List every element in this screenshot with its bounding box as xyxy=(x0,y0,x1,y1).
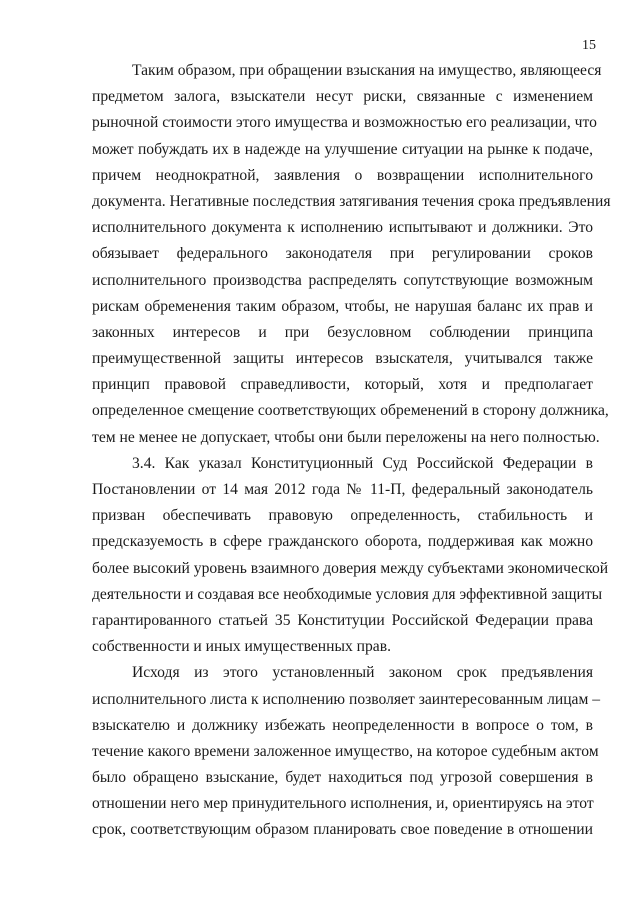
text-line: принцип правовой справедливости, который, хотя и предполагает xyxy=(92,376,593,394)
text-line: Исходя из этого установленный законом срок предъявления xyxy=(132,664,593,682)
text-line: предметом залога, взыскатели несут риски, связанные с изменением xyxy=(92,88,593,106)
text-line: рискам обременения таким образом, чтобы, не нарушая баланс их прав и xyxy=(92,297,593,315)
text-line: рыночной стоимости этого имущества и возможностью его реализации, что xyxy=(92,114,597,132)
text-line: отношении него мер принудительного исполнения, и, ориентируясь на этот xyxy=(92,795,594,813)
page-number: 15 xyxy=(582,38,596,53)
text-line: документа. Негативные последствия затягивания течения срока предъявления xyxy=(92,192,611,210)
text-line: 3.4. Как указал Конституционный Суд Российской Федерации в xyxy=(132,454,593,472)
text-line: определенное смещение соответствующих обременений в сторону должника, xyxy=(92,402,609,420)
text-line: законных интересов и при безусловном соблюдении принципа xyxy=(92,323,593,341)
document-body xyxy=(92,58,611,844)
text-line: исполнительного листа к исполнению позволяет заинтересованным лицам – xyxy=(92,690,601,708)
text-line: срок, соответствующим образом планировать свое поведение в отношении xyxy=(92,821,593,839)
text-line: Постановлении от 14 мая 2012 года № 11-П, федеральный законодатель xyxy=(92,481,593,498)
text-line: обязывает федерального законодателя при регулировании сроков xyxy=(92,245,593,263)
paragraph-enforcement-term xyxy=(92,660,601,843)
text-line: причем неоднократной, заявления о возвращении исполнительного xyxy=(92,166,593,184)
text-line: гарантированного статьей 35 Конституции Российской Федерации права xyxy=(92,611,593,629)
text-line: более высокий уровень взаимного доверия между субъектами экономической xyxy=(92,559,609,577)
text-line: предсказуемость в сфере гражданского оборота, поддерживая как можно xyxy=(92,533,593,551)
text-line: течение какого времени заложенное имущество, на которое судебным актом xyxy=(92,742,599,760)
text-line: преимущественной защиты интересов взыскателя, учитывался также xyxy=(92,350,593,368)
text-line: исполнительного документа к исполнению испытывают и должники. Это xyxy=(92,219,593,237)
text-line: взыскателю и должнику избежать неопределенности в вопросе о том, в xyxy=(92,716,593,734)
text-line: тем не менее не допускает, чтобы они были переложены на него полностью. xyxy=(92,428,600,446)
text-line: было обращено взыскание, будет находиться под угрозой совершения в xyxy=(92,769,593,787)
text-line: Таким образом, при обращении взыскания на имущество, являющееся xyxy=(132,62,602,79)
paragraph-collateral-risks xyxy=(92,58,611,451)
text-line: исполнительного производства распределять сопутствующие возможным xyxy=(92,271,593,289)
text-line: призван обеспечивать правовую определенность, стабильность и xyxy=(92,507,593,525)
text-line: деятельности и создавая все необходимые условия для эффективной защиты xyxy=(92,585,603,603)
text-line: собственности и иных имущественных прав. xyxy=(92,638,391,656)
text-line: может побуждать их в надежде на улучшение ситуации на рынке к подаче, xyxy=(92,140,593,158)
paragraph-constitutional-court xyxy=(92,451,609,661)
